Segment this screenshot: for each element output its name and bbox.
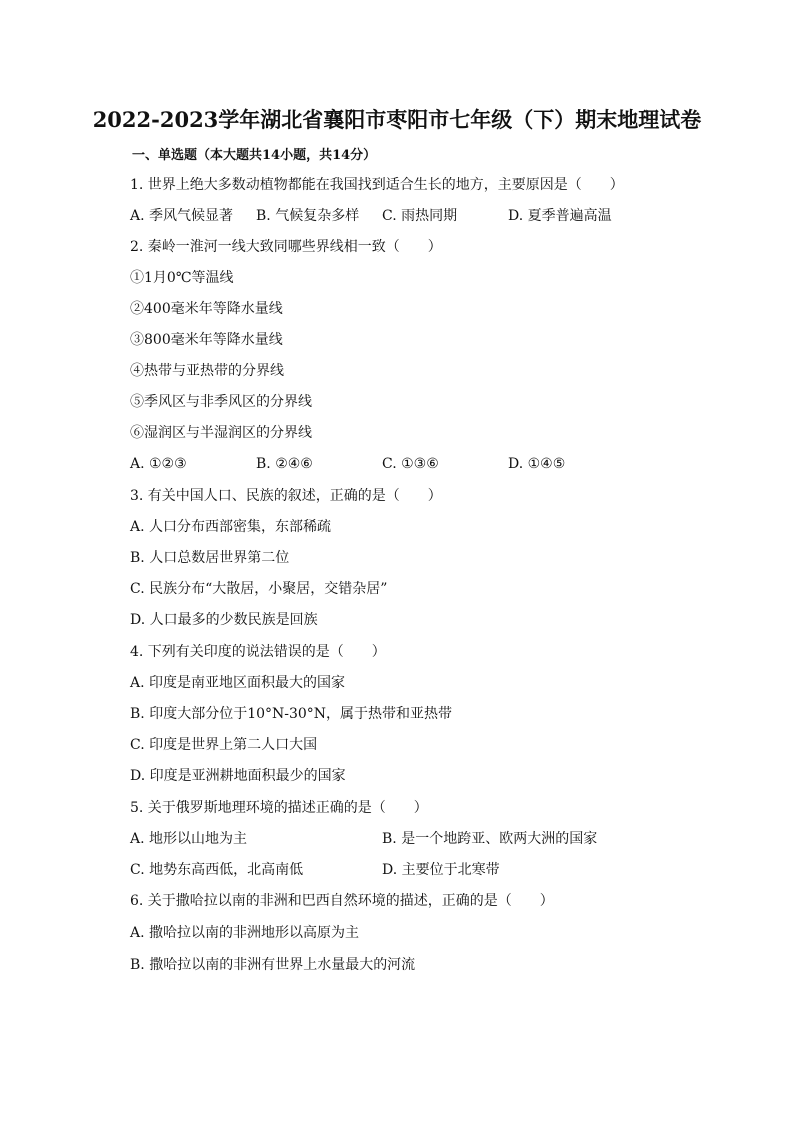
question-2-option-a: A. ①②③ [130, 456, 187, 472]
question-1-option-b: B. 气候复杂多样 [256, 208, 360, 224]
question-5-stem: 5. 关于俄罗斯地理环境的描述正确的是（ ） [130, 800, 428, 816]
question-6-option-a: A. 撒哈拉以南的非洲地形以高原为主 [130, 925, 360, 941]
question-1-option-d: D. 夏季普遍高温 [508, 208, 612, 224]
question-4-stem: 4. 下列有关印度的说法错误的是（ ） [130, 644, 386, 660]
question-5-option-b: B. 是一个地跨亚、欧两大洲的国家 [382, 831, 598, 847]
question-3-option-b: B. 人口总数居世界第二位 [130, 550, 290, 566]
question-3-option-d: D. 人口最多的少数民族是回族 [130, 612, 318, 628]
question-5-option-c: C. 地势东高西低，北高南低 [130, 862, 304, 878]
question-2-item-5: ⑤季风区与非季风区的分界线 [130, 394, 312, 410]
question-6-stem: 6. 关于撒哈拉以南的非洲和巴西自然环境的描述，正确的是（ ） [130, 893, 554, 909]
question-3-option-c: C. 民族分布“大散居，小聚居，交错杂居” [130, 581, 388, 597]
question-5-option-a: A. 地形以山地为主 [130, 831, 248, 847]
page-title: 2022-2023学年湖北省襄阳市枣阳市七年级（下）期末地理试卷 [92, 107, 702, 132]
question-4-option-d: D. 印度是亚洲耕地面积最少的国家 [130, 768, 346, 784]
question-5-option-d: D. 主要位于北寒带 [382, 862, 500, 878]
question-1-options [130, 207, 690, 225]
question-4-option-b: B. 印度大部分位于10°N-30°N，属于热带和亚热带 [130, 706, 453, 722]
question-6-option-b: B. 撒哈拉以南的非洲有世界上水量最大的河流 [130, 957, 416, 973]
question-2-item-3: ③800毫米年等降水量线 [130, 332, 283, 348]
question-2-item-2: ②400毫米年等降水量线 [130, 301, 283, 317]
question-2-item-4: ④热带与亚热带的分界线 [130, 363, 284, 379]
question-4-option-c: C. 印度是世界上第二人口大国 [130, 737, 318, 753]
question-1-stem: 1. 世界上绝大多数动植物都能在我国找到适合生长的地方，主要原因是（ ） [130, 177, 624, 193]
question-5-options-row-2 [130, 861, 690, 879]
question-2-option-c: C. ①③⑥ [382, 456, 439, 472]
question-2-options [130, 455, 690, 473]
question-5-options-row-1 [130, 830, 690, 848]
question-2-option-b: B. ②④⑥ [256, 456, 313, 472]
question-3-stem: 3. 有关中国人口、民族的叙述，正确的是（ ） [130, 488, 442, 504]
question-2-stem: 2. 秦岭一淮河一线大致同哪些界线相一致（ ） [130, 239, 442, 255]
question-1-option-c: C. 雨热同期 [382, 208, 458, 224]
question-2-item-1: ①1月0℃等温线 [130, 270, 234, 286]
section-heading: 一、单选题（本大题共14小题，共14分） [132, 148, 377, 163]
question-2-item-6: ⑥湿润区与半湿润区的分界线 [130, 425, 312, 441]
question-4-option-a: A. 印度是南亚地区面积最大的国家 [130, 675, 346, 691]
question-3-option-a: A. 人口分布西部密集，东部稀疏 [130, 519, 332, 535]
question-2-option-d: D. ①④⑤ [508, 456, 566, 472]
question-1-option-a: A. 季风气候显著 [130, 208, 234, 224]
